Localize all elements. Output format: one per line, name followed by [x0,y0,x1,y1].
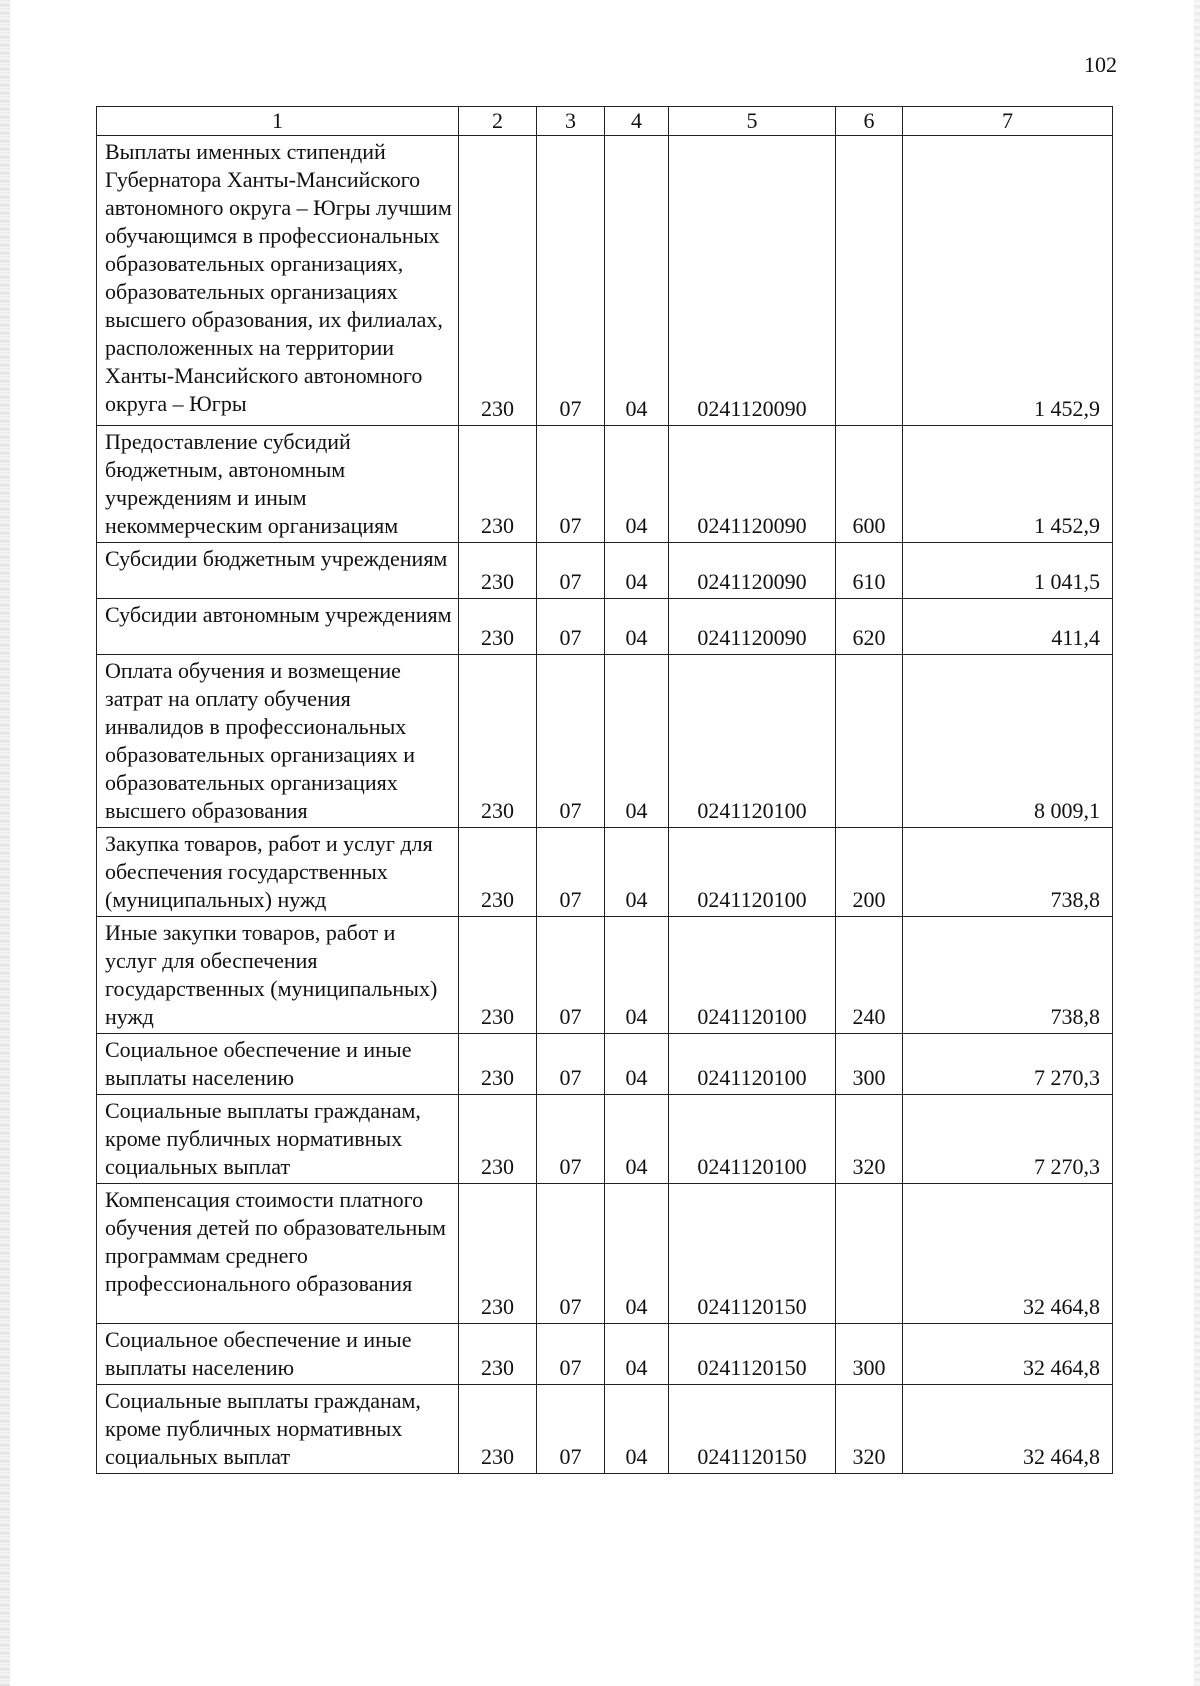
row-subsection: 04 [605,828,669,917]
row-subsection: 04 [605,599,669,655]
row-section: 07 [537,828,605,917]
column-header-3: 3 [537,107,605,136]
row-subsection: 04 [605,655,669,828]
row-expense-type [836,1184,903,1324]
row-target-article: 0241120090 [669,543,836,599]
table-row [97,1184,1113,1324]
row-amount: 411,4 [903,599,1113,655]
row-section: 07 [537,1385,605,1474]
row-admin-code: 230 [459,1324,537,1385]
row-section: 07 [537,136,605,426]
table-row [97,1095,1113,1184]
row-expense-type: 620 [836,599,903,655]
row-expense-type: 600 [836,426,903,543]
table-row [97,136,1113,426]
row-target-article: 0241120100 [669,1034,836,1095]
table-header-row [97,107,1113,136]
column-header-1: 1 [97,107,459,136]
budget-table [96,106,1113,1474]
row-subsection: 04 [605,1324,669,1385]
table-row [97,1034,1113,1095]
row-target-article: 0241120100 [669,655,836,828]
row-name: Выплаты именных стипендий Губернатора Ханты-Мансийского автономного округа – Югры лучшим обучающимся в профессиональных образовательных организациях, образовательных организациях высшего образования, их филиалах, расположенных на территории Ханты-Мансийского автономного округа – Югры [97,136,459,426]
table-row [97,1385,1113,1474]
column-header-5: 5 [669,107,836,136]
row-name: Субсидии бюджетным учреждениям [97,543,459,599]
row-name: Компенсация стоимости платного обучения детей по образовательным программам среднего профессионального образования [97,1184,459,1324]
row-name: Предоставление субсидий бюджетным, автономным учреждениям и иным некоммерческим организациям [97,426,459,543]
row-name: Социальные выплаты гражданам, кроме публичных нормативных социальных выплат [97,1095,459,1184]
page-number: 102 [1084,52,1117,77]
row-amount: 32 464,8 [903,1184,1113,1324]
row-admin-code: 230 [459,599,537,655]
row-admin-code: 230 [459,828,537,917]
row-admin-code: 230 [459,1385,537,1474]
row-target-article: 0241120090 [669,426,836,543]
row-target-article: 0241120150 [669,1184,836,1324]
scan-edge-right [1194,0,1200,1686]
row-name: Социальное обеспечение и иные выплаты населению [97,1034,459,1095]
row-target-article: 0241120150 [669,1385,836,1474]
row-section: 07 [537,599,605,655]
table-row [97,828,1113,917]
row-admin-code: 230 [459,426,537,543]
column-header-2: 2 [459,107,537,136]
column-header-4: 4 [605,107,669,136]
table-row [97,599,1113,655]
row-amount: 32 464,8 [903,1324,1113,1385]
row-target-article: 0241120150 [669,1324,836,1385]
row-admin-code: 230 [459,1184,537,1324]
row-expense-type: 610 [836,543,903,599]
row-subsection: 04 [605,426,669,543]
row-expense-type [836,136,903,426]
row-expense-type: 300 [836,1034,903,1095]
row-admin-code: 230 [459,543,537,599]
row-amount: 1 041,5 [903,543,1113,599]
row-admin-code: 230 [459,917,537,1034]
table-row [97,426,1113,543]
row-section: 07 [537,1095,605,1184]
row-subsection: 04 [605,543,669,599]
row-name: Социальное обеспечение и иные выплаты населению [97,1324,459,1385]
column-header-7: 7 [903,107,1113,136]
row-expense-type [836,655,903,828]
row-amount: 7 270,3 [903,1095,1113,1184]
table-row [97,543,1113,599]
row-admin-code: 230 [459,136,537,426]
row-expense-type: 240 [836,917,903,1034]
row-name: Субсидии автономным учреждениям [97,599,459,655]
row-name: Закупка товаров, работ и услуг для обеспечения государственных (муниципальных) нужд [97,828,459,917]
row-amount: 32 464,8 [903,1385,1113,1474]
row-section: 07 [537,655,605,828]
row-subsection: 04 [605,1095,669,1184]
row-amount: 1 452,9 [903,426,1113,543]
row-name: Оплата обучения и возмещение затрат на оплату обучения инвалидов в профессиональных образовательных организациях и образовательных организациях высшего образования [97,655,459,828]
row-section: 07 [537,1184,605,1324]
scan-edge-left [0,0,10,1686]
row-amount: 738,8 [903,917,1113,1034]
row-amount: 1 452,9 [903,136,1113,426]
column-header-6: 6 [836,107,903,136]
row-admin-code: 230 [459,1095,537,1184]
row-section: 07 [537,543,605,599]
row-target-article: 0241120090 [669,136,836,426]
table-row [97,1324,1113,1385]
row-expense-type: 300 [836,1324,903,1385]
row-section: 07 [537,1324,605,1385]
row-expense-type: 320 [836,1095,903,1184]
row-target-article: 0241120100 [669,828,836,917]
row-subsection: 04 [605,1034,669,1095]
row-expense-type: 200 [836,828,903,917]
row-amount: 738,8 [903,828,1113,917]
row-name: Иные закупки товаров, работ и услуг для обеспечения государственных (муниципальных) нужд [97,917,459,1034]
row-expense-type: 320 [836,1385,903,1474]
row-name: Социальные выплаты гражданам, кроме публичных нормативных социальных выплат [97,1385,459,1474]
row-amount: 7 270,3 [903,1034,1113,1095]
row-section: 07 [537,1034,605,1095]
row-subsection: 04 [605,1184,669,1324]
row-admin-code: 230 [459,655,537,828]
row-target-article: 0241120090 [669,599,836,655]
row-subsection: 04 [605,1385,669,1474]
row-subsection: 04 [605,136,669,426]
row-admin-code: 230 [459,1034,537,1095]
row-amount: 8 009,1 [903,655,1113,828]
table-row [97,917,1113,1034]
row-section: 07 [537,917,605,1034]
table-row [97,655,1113,828]
row-target-article: 0241120100 [669,1095,836,1184]
row-target-article: 0241120100 [669,917,836,1034]
row-section: 07 [537,426,605,543]
row-subsection: 04 [605,917,669,1034]
